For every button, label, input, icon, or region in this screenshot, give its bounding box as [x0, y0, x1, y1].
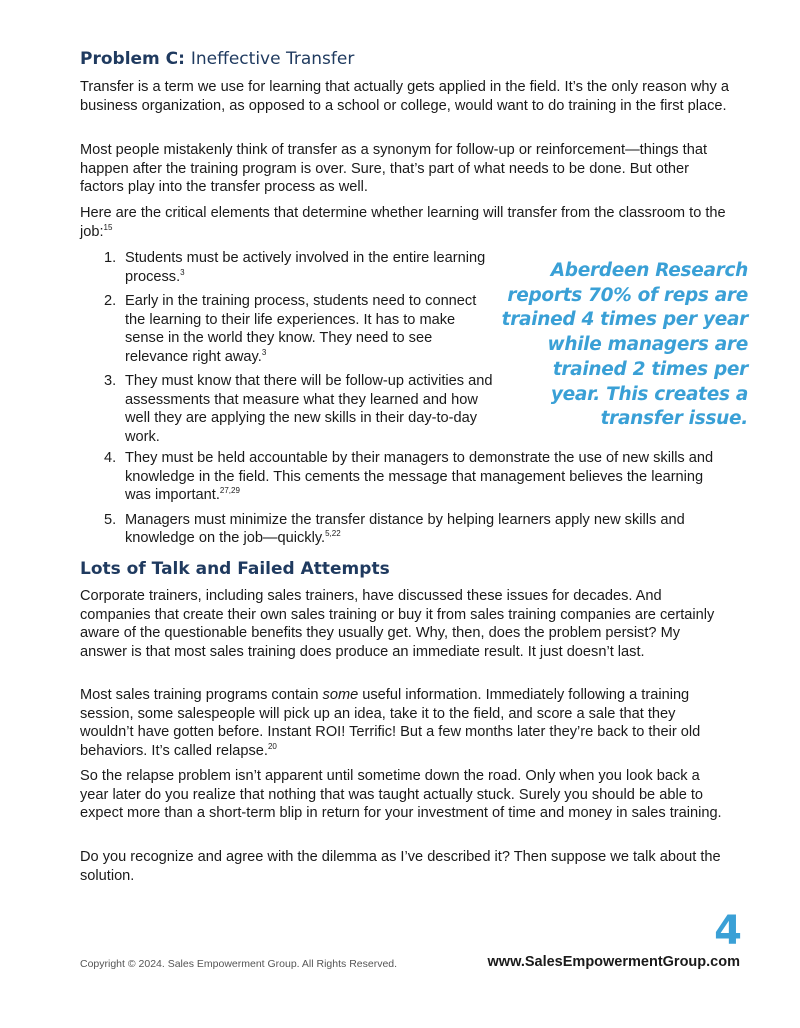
footnote-ref: 15: [103, 222, 113, 232]
website-link[interactable]: www.SalesEmpowermentGroup.com: [487, 954, 740, 970]
list-item: [104, 449, 730, 505]
list-item-text: They must know that there will be follow-up activities and assessments that measure what they learned and how well they are applying the new skills in their day-to-day work.: [125, 373, 493, 445]
critical-elements-list-a: [104, 249, 494, 446]
list-number: 4.: [104, 450, 117, 466]
copyright-notice: Copyright © 2024. Sales Empowerment Group. All Rights Reserved.: [80, 958, 398, 970]
footnote-ref: 3: [261, 347, 267, 357]
list-number: 5.: [104, 511, 117, 528]
paragraph-text: Most sales training programs contain: [80, 687, 323, 703]
section-heading-problem-c: [80, 48, 354, 70]
heading-label: Problem C:: [80, 49, 185, 69]
paragraph-relapse-problem: So the relapse problem isn’t apparent until sometime down the road. Only when you look back a year later do you realize that nothing that was taught actually stuck. Surely you should be able to expect more than a short-term blip in return for your investment of time and money in sales training.: [80, 768, 722, 821]
footnote-ref: 20: [267, 741, 277, 751]
paragraph-text: useful information. Immediately following a training session, some salespeople will pick up an idea, take it to the field, and score a sale that they wouldn’t have gotten before. Instant ROI! Terrific! But a few months later they’re back to their old behaviors. It’s called relapse.: [80, 687, 701, 759]
paragraph-relapse: [80, 686, 730, 760]
footnote-ref: 27,29: [219, 486, 240, 496]
paragraph-transfer-misconception: Most people mistakenly think of transfer as a synonym for follow-up or reinforcement—things that happen after the training program is over. Sure, that’s part of what needs to be done. But other factors play into the transfer process as well.: [80, 142, 708, 195]
pull-quote-callout: Aberdeen Research reports 70% of reps are trained 4 times per year while managers are trained 2 times per year. This creates a transfer issue.: [501, 260, 748, 430]
list-item: [104, 292, 494, 366]
paragraph-critical-elements: [80, 204, 730, 241]
footnote-ref: 3: [180, 267, 185, 277]
list-item: [104, 372, 494, 446]
paragraph-transfer-definition: Transfer is a term we use for learning that actually gets applied in the field. It’s the only reason why a business organization, as opposed to a school or college, would want to do training in the first place.: [80, 79, 729, 114]
critical-elements-list-b: [104, 449, 730, 548]
paragraph-text: Here are the critical elements that determine whether learning will transfer from the classroom to the job:: [80, 205, 726, 240]
paragraph-corporate-trainers: Corporate trainers, including sales trainers, have discussed these issues for decades. And companies that create their own sales training or buy it from sales training companies are certainly aware of the questionable benefits they usually get. Why, then, does the problem persist? My answer is that most sales training does produce an immediate result. It just doesn’t last.: [80, 588, 715, 660]
list-number: 2.: [104, 293, 117, 309]
list-item-text: They must be held accountable by their managers to demonstrate the use of new skills and knowledge in the field. This cements the message that management believes the learning was important.: [125, 450, 714, 503]
list-number: 1.: [104, 250, 117, 266]
list-number: 3.: [104, 373, 117, 389]
emphasis-text: some: [322, 687, 359, 703]
heading-title: Ineffective Transfer: [190, 49, 355, 69]
list-item-text: Managers must minimize the transfer distance by helping learners apply new skills and knowledge on the job—quickly.: [125, 511, 685, 546]
list-item-text: Students must be actively involved in the entire learning process.: [125, 250, 486, 285]
list-item: [104, 511, 730, 548]
paragraph-dilemma: Do you recognize and agree with the dilemma as I’ve described it? Then suppose we talk about the solution.: [80, 849, 721, 884]
page-number: 4: [714, 908, 742, 954]
list-item: [104, 249, 494, 286]
section-heading-failed-attempts: Lots of Talk and Failed Attempts: [80, 559, 390, 579]
list-item-text: Early in the training process, students need to connect the learning to their life experiences. It has to make sense in the world they know. They need to see relevance right away.: [125, 293, 477, 365]
footnote-ref: 5,22: [325, 529, 341, 539]
